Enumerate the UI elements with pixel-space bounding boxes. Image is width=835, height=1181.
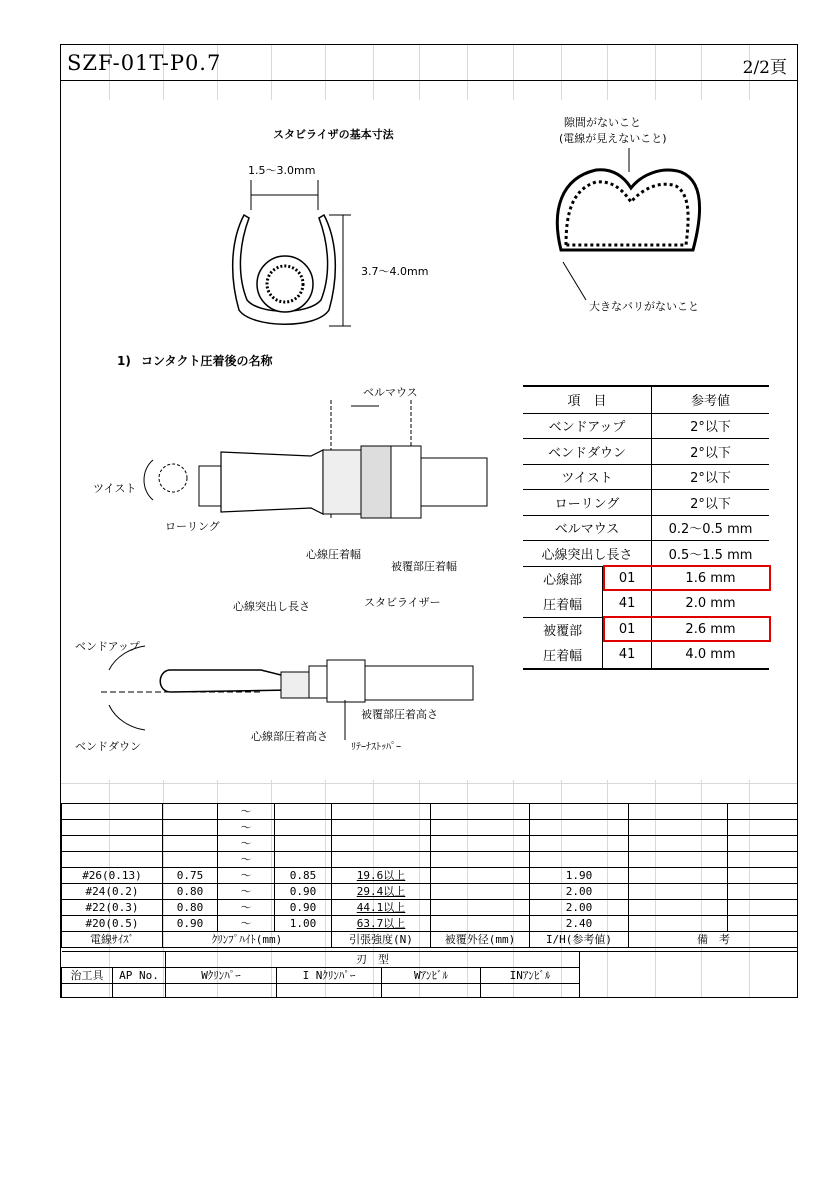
highlight-box bbox=[603, 616, 771, 642]
highlight-box bbox=[603, 565, 771, 591]
table-row: #22(0.3) 0.80 ～ 0.90 44.1以上 2.00 bbox=[62, 900, 799, 916]
tool-table bbox=[61, 951, 798, 998]
table-header-row: 治工具 AP No. Wｸﾘﾝﾊﾟｰ I Nｸﾘﾝﾊﾟｰ Wｱﾝﾋﾞﾙ INｱﾝﾋﾞﾙ bbox=[62, 968, 799, 984]
bellmouth-label: ベルマウス bbox=[363, 386, 418, 399]
core-crimp bbox=[323, 450, 361, 514]
crimp-row: 圧着幅 41 4.0 mm bbox=[523, 642, 769, 668]
table-row bbox=[62, 984, 799, 999]
ref-row: 心線突出し長さ 0.5～1.5 mm bbox=[523, 540, 769, 566]
rolling-label: ローリング bbox=[165, 520, 220, 533]
stabilizer-label: スタビライザー bbox=[364, 596, 441, 609]
table-row: ～ bbox=[62, 836, 799, 852]
core-protrusion-label: 心線突出し長さ bbox=[233, 600, 310, 613]
contact-tip bbox=[199, 466, 221, 506]
burr-note: 大きなバリがないこと bbox=[589, 300, 699, 313]
table-header-row: 電線ｻｲｽﾞ ｸﾘﾝﾌﾟﾊｲﾄ(mm) 引張強度(N) 被覆外径(mm) I/H(参考値) 備 考 bbox=[62, 932, 799, 948]
document-id: SZF-01T-P0.7 bbox=[67, 51, 222, 75]
insulation-width-label: 被覆部圧着幅 bbox=[391, 560, 457, 573]
core-width-label: 心線圧着幅 bbox=[306, 548, 361, 561]
table-row: #24(0.2) 0.80 ～ 0.90 29.4以上 2.00 bbox=[62, 884, 799, 900]
gap-note-1: 隙間がないこと bbox=[564, 116, 641, 129]
bend-up-label: ベンドアップ bbox=[75, 640, 140, 653]
section-number: 1) bbox=[117, 354, 131, 368]
wire-core bbox=[267, 266, 303, 302]
core-crimp-side bbox=[281, 672, 309, 698]
document-sheet bbox=[60, 44, 798, 998]
title-divider bbox=[61, 80, 797, 81]
insulation-crimp-side bbox=[327, 660, 365, 702]
ref-row: ローリング 2°以下 bbox=[523, 489, 769, 515]
retainer-label: ﾘﾃｰﾅｽﾄｯﾊﾟｰ bbox=[351, 742, 401, 753]
table-row: ～ bbox=[62, 804, 799, 820]
stabilizer-title: スタビライザの基本寸法 bbox=[273, 128, 394, 141]
bend-down-label: ベンドダウン bbox=[75, 740, 141, 753]
table-row: ～ bbox=[62, 852, 799, 868]
crimp-row: 被覆部 01 2.6 mm bbox=[523, 617, 769, 643]
ref-row: ベンドダウン 2°以下 bbox=[523, 438, 769, 464]
core-height-label: 心線部圧着高さ bbox=[251, 730, 328, 743]
insulation-crimp bbox=[391, 446, 421, 518]
crimp-row: 圧着幅 41 2.0 mm bbox=[523, 591, 769, 617]
insulation-height-label: 被覆部圧着高さ bbox=[361, 708, 438, 721]
bellmouth-area bbox=[361, 446, 391, 518]
stabilizer-height-label: 3.7～4.0mm bbox=[361, 265, 429, 278]
gap-note-2: (電線が見えないこと) bbox=[559, 132, 667, 145]
wire-side bbox=[365, 666, 473, 700]
contact-body bbox=[221, 450, 323, 514]
crimp-row: 心線部 01 1.6 mm bbox=[523, 566, 769, 592]
ref-header-value: 参考値 bbox=[690, 394, 730, 410]
wire bbox=[421, 458, 487, 506]
grid-line bbox=[61, 783, 797, 784]
ref-row: ベンドアップ 2°以下 bbox=[523, 413, 769, 439]
stabilizer-width-label: 1.5～3.0mm bbox=[248, 164, 316, 177]
contact-side bbox=[160, 670, 291, 692]
page-number: 2/2頁 bbox=[742, 58, 787, 78]
table-row: #26(0.13) 0.75 ～ 0.85 19.6以上 1.90 bbox=[62, 868, 799, 884]
twist-label: ツイスト bbox=[93, 482, 137, 495]
section-title: コンタクト圧着後の名称 bbox=[141, 354, 273, 368]
ref-header-row bbox=[523, 387, 769, 413]
ref-row: ツイスト 2°以下 bbox=[523, 464, 769, 490]
table-row: 刃 型 bbox=[62, 952, 799, 968]
table-row: #20(0.5) 0.90 ～ 1.00 63.7以上 2.40 bbox=[62, 916, 799, 932]
table-row: ～ bbox=[62, 820, 799, 836]
spec-table bbox=[61, 803, 798, 948]
ref-header-item: 項 目 bbox=[523, 387, 652, 413]
ref-row: ベルマウス 0.2～0.5 mm bbox=[523, 515, 769, 541]
